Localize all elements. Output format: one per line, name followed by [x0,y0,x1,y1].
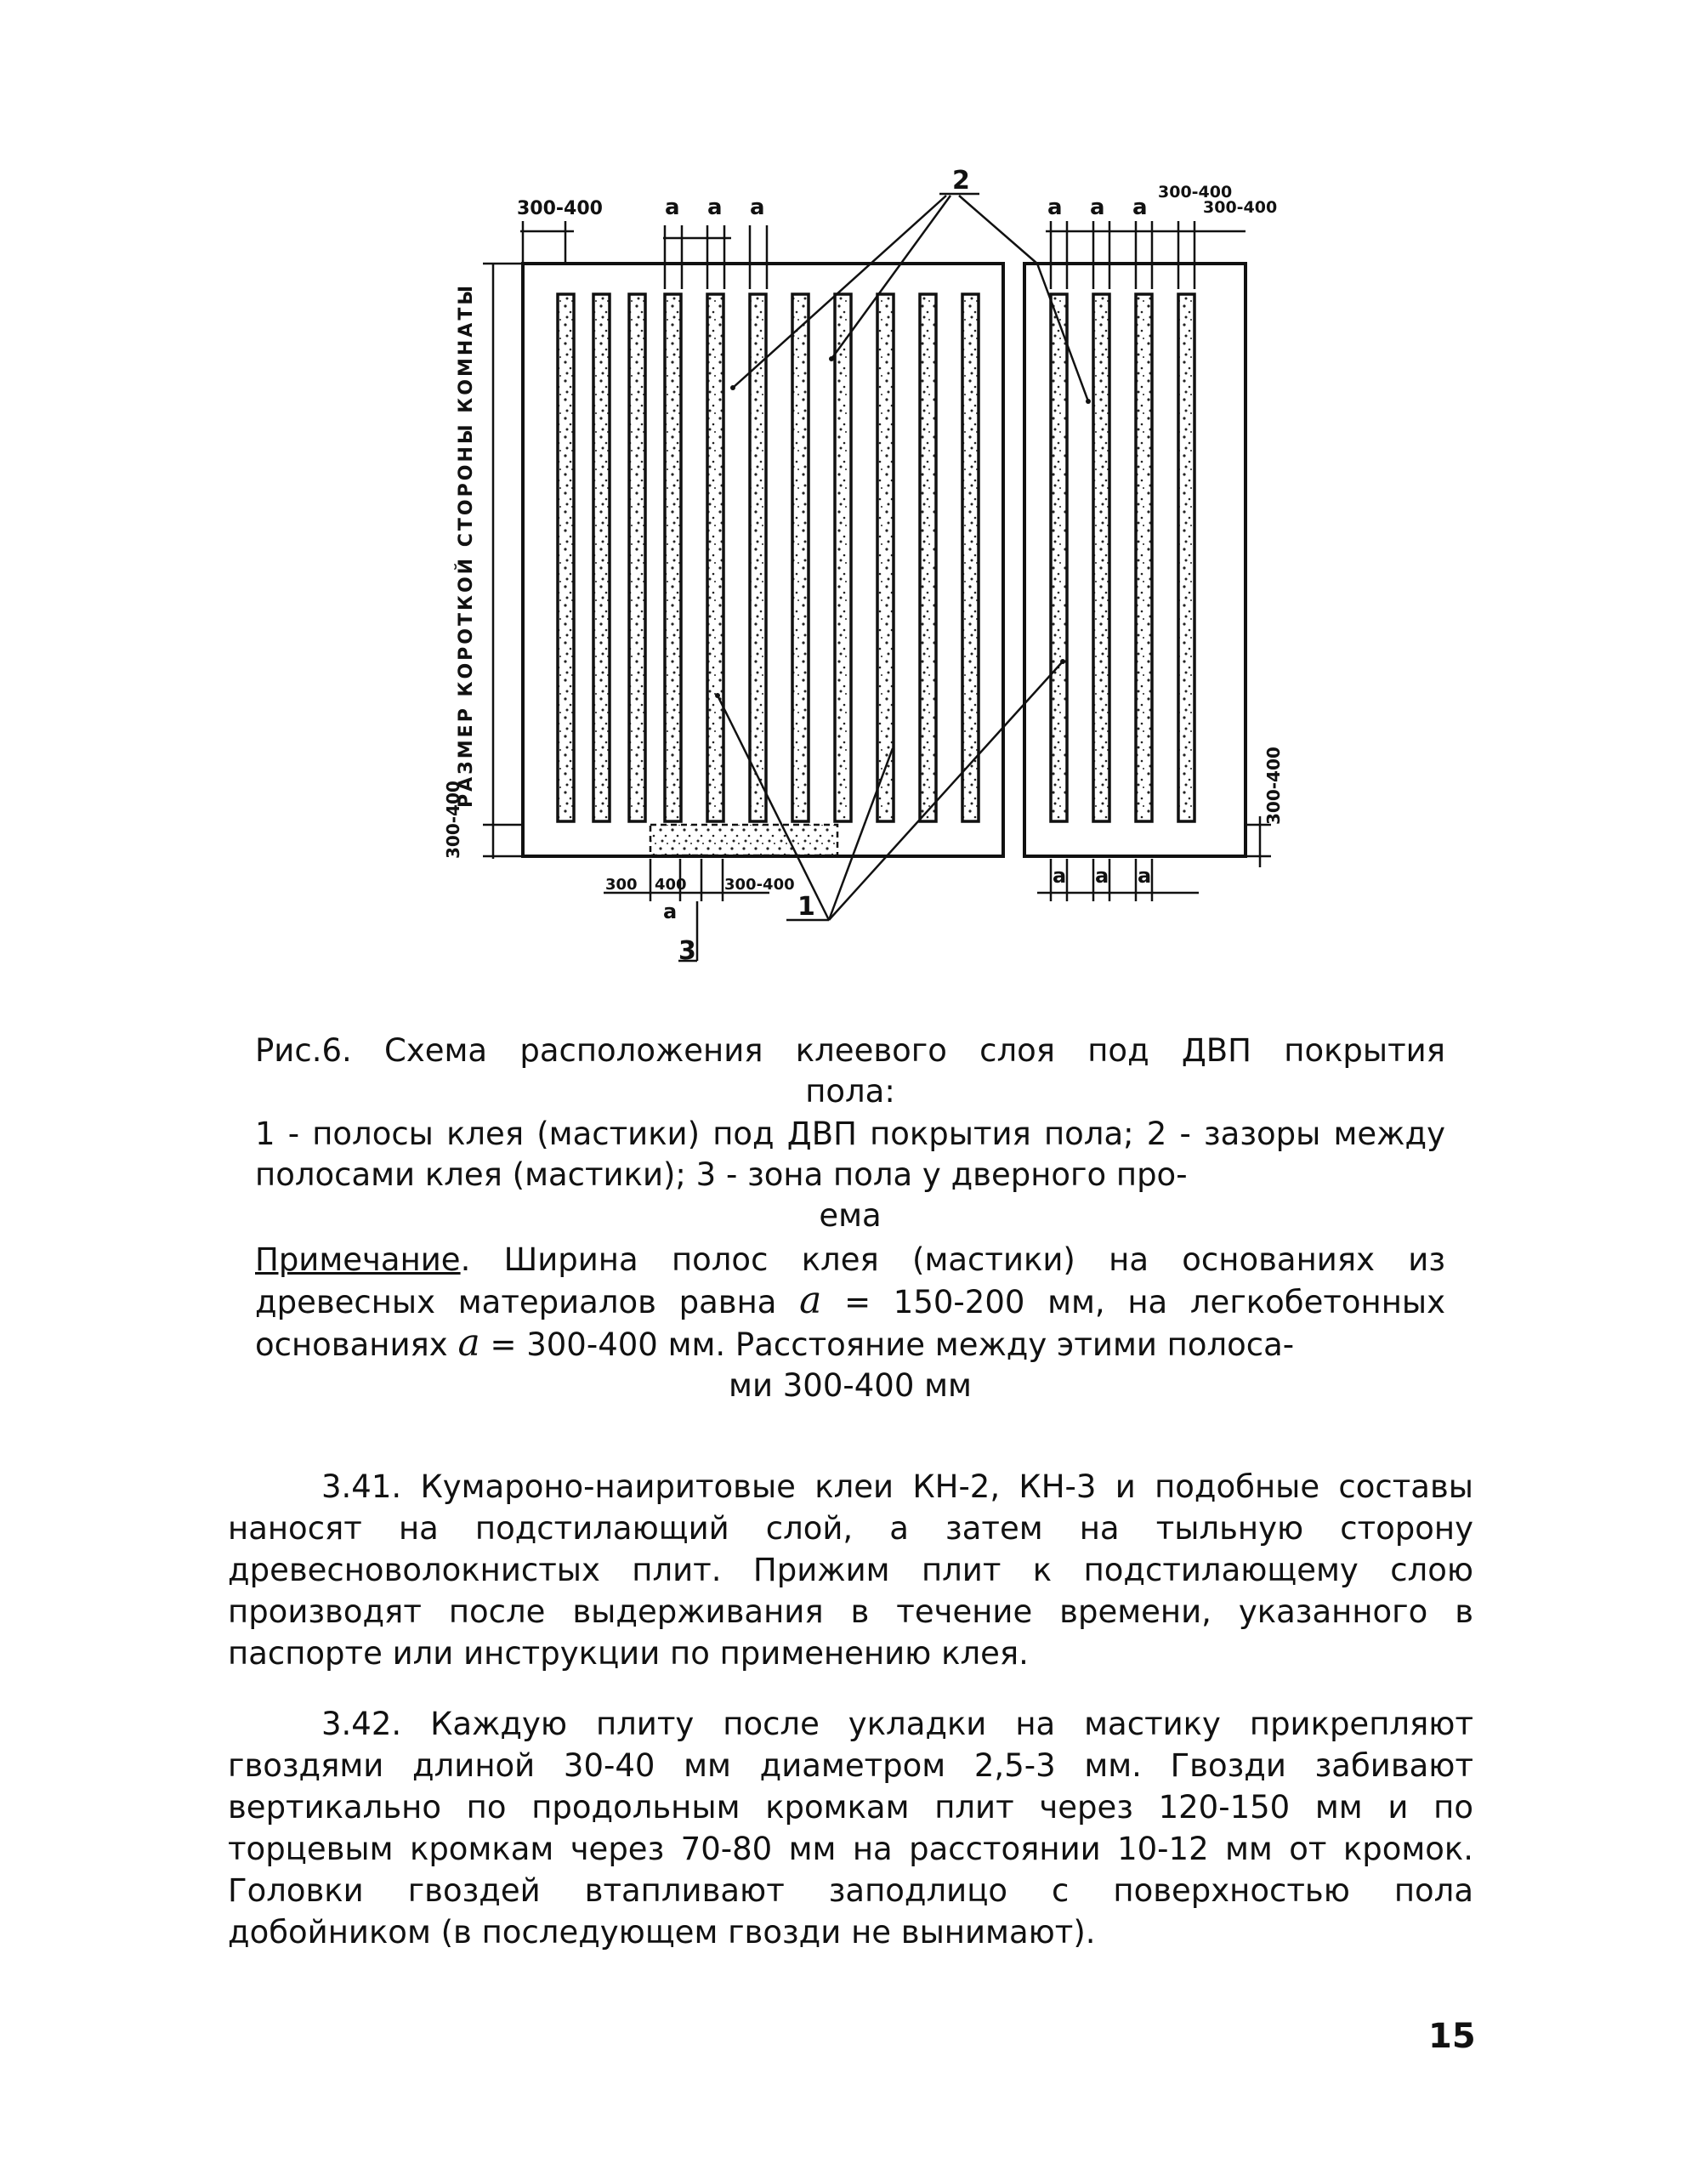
glue-strip [750,294,766,821]
glue-strip [707,294,723,821]
dim-a-1: a [665,195,680,220]
dim-top-right: 300-400 [1203,198,1278,217]
dim-a-2: a [707,195,723,220]
glue-strip [962,294,979,821]
dim-bottom-right-a-3: a [1138,864,1152,888]
glue-strip [1178,294,1194,821]
callout-2: 2 [952,166,970,196]
dim-a-right-1: a [1047,195,1063,220]
dim-left-bottom: 300-400 [443,781,463,859]
note-text-3: = 300-400 мм. Расстояние между этими полоса- [490,1326,1295,1363]
glue-strip [1136,294,1152,821]
dim-top-right-upper: 300-400 [1158,183,1233,202]
a-symbol: a [799,1279,822,1322]
callout-2-leaders [733,194,1088,401]
adhesive-layout-figure [408,153,1394,995]
dim-bottom-a: a [663,900,678,923]
note-heading: Примечание [255,1241,461,1278]
dim-bottom-300: 300 [605,876,638,894]
callout-2-dot [730,385,735,390]
dim-bottom-300-400: 300-400 [724,876,795,894]
dim-bottom-400: 400 [655,876,687,894]
legend-text-end: ема [819,1197,882,1234]
figure-note [255,1240,1445,1406]
glue-strip [792,294,809,821]
note-text-2: = 150-200 мм, на легкобетонных основаниях [255,1284,1446,1363]
paragraph-3-41: 3.41. Кумароно-наиритовые клеи КН-2, КН-3 и подобные составы наносят на подстилающий слой, а затем на тыльную сторону древесноволокнистых плит. Прижим плит к подстилающему слою производят после выдерживания в течение времени, указанного в паспорте или инструкции по применению клея. [228,1468,1473,1672]
right-glue-strips [1051,294,1194,821]
note-text-end: ми 300-400 мм [729,1367,972,1404]
left-dimension-line [483,264,523,859]
callout-2-dot [1086,399,1091,404]
glue-strip [593,294,610,821]
glue-strip [629,294,645,821]
dim-right-bottom: 300-400 [1263,747,1284,825]
page-number: 15 [1428,2017,1476,2056]
glue-strip [1051,294,1067,821]
door-zone [650,825,837,855]
dim-top-left: 300-400 [517,198,603,219]
side-label: РАЗМЕР КОРОТКОЙ СТОРОНЫ КОМНАТЫ [456,282,477,808]
figure-caption-title-end: пола: [805,1073,895,1110]
callout-1: 1 [797,892,815,922]
dim-bottom-right-a-2: a [1095,864,1109,888]
top-dimension-right [1046,221,1246,289]
dim-a-right-3: a [1132,195,1148,220]
dim-bottom-right-a-1: a [1053,864,1067,888]
glue-strip [877,294,894,821]
glue-strip [558,294,574,821]
callout-1-dot [1060,659,1065,664]
top-dimension-left [520,221,767,289]
left-glue-strips [558,294,979,821]
figure-caption-title: Рис.6. Схема расположения клеевого слоя под ДВП покрытия [255,1032,1445,1069]
dim-a-3: a [750,195,765,220]
figure-legend [255,1114,1445,1236]
glue-strip [835,294,851,821]
paragraph-3-42: 3.42. Каждую плиту после укладки на мастику прикрепляют гвоздями длиной 30-40 мм диаметром 2,5-3 мм. Гвозди забивают вертикально по продольным кромкам плит через 120-150 мм и по торцевым кромкам через 70-80 мм на расстоянии 10-12 мм от кромок. Головки гвоздей втапливают заподлицо с поверхностью пола добойником (в последующем гвозди не вынимают). [228,1706,1473,1951]
callout-1-dot [715,693,720,698]
a-symbol: a [457,1321,480,1365]
callout-2-dot [829,356,834,361]
note-text-1: . Ширина полос клея (мастики) на основаниях из древесных материалов равна [255,1241,1445,1320]
legend-text: 1 - полосы клея (мастики) под ДВП покрытия пола; 2 - зазоры между полосами клея (мастики); 3 - зона пола у дверного про- [255,1116,1445,1193]
dim-a-right-2: a [1090,195,1105,220]
glue-strip [920,294,936,821]
glue-strip [665,294,681,821]
callout-3: 3 [678,936,696,966]
glue-strip [1093,294,1109,821]
